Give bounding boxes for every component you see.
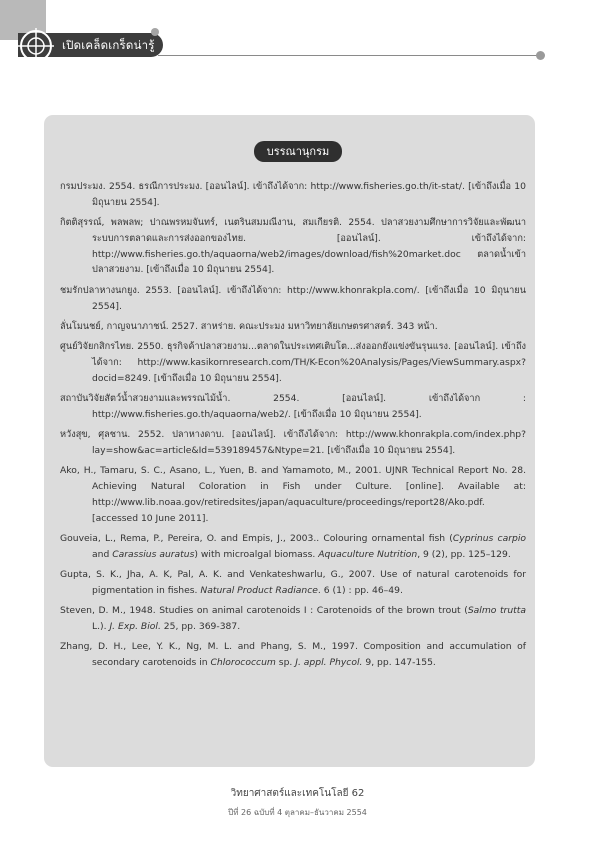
reference-item: ชมรักปลาหางนกยูง. 2553. [ออนไลน์]. เข้าถึงได้จาก: http://www.khonrakpla.com/. [เข้าถึงเมื่อ 10 มิถุนายน 2554]. bbox=[60, 284, 526, 312]
reference-item: Gupta, S. K., Jha, A. K, Pal, A. K. and Venkateshwarlu, G., 2007. Use of natural carotenoids for pigmentation in fishes. Natural Product Radiance. 6 (1) : pp. 46–49. bbox=[60, 569, 526, 596]
reference-item: ศูนย์วิจัยกสิกรไทย. 2550. ธุรกิจค้าปลาสวยงาม...ตลาดในประเทศเติบโต...ส่งออกยังแข่งขันรุนแรง. [ออนไลน์]. เข้าถึงได้จาก: http://www.kasikornresearch.com/TH/K-Econ%20Analysis/Pages/ViewSummary.aspx?docid=8249. [เข้าถึงเมื่อ 10 มิถุนายน 2554]. bbox=[60, 341, 526, 384]
reference-list bbox=[60, 179, 526, 675]
reference-item: Steven, D. M., 1948. Studies on animal carotenoids I : Carotenoids of the brown trout (Salmo trutta L.). J. Exp. Biol. 25, pp. 369-387. bbox=[60, 605, 526, 632]
section-title: เปิดเคล็ดเกร็ดน่ารู้ bbox=[62, 38, 155, 52]
reference-item: ลั่นโมนชย์, กาญจนาภาชน์. 2527. สาหร่าย. คณะประมง มหาวิทยาลัยเกษตรศาสตร์. 343 หน้า. bbox=[60, 320, 438, 332]
reference-item: หวังสุข, ศุลชาน. 2552. ปลาหางดาบ. [ออนไลน์]. เข้าถึงได้จาก: http://www.khonrakpla.com/index.php?lay=show&ac=article&Id=539189457&Ntype=21. [เข้าถึงเมื่อ 10 มิถุนายน 2554]. bbox=[60, 429, 526, 456]
header-divider bbox=[158, 55, 538, 56]
reference-item: กิตติสุรรณ์, พลพลพ; ปาณพรหมจันทร์, เนตรินสมมณีงาน, สมเกียรติ. 2554. ปลาสวยงามศึกษาการวิจัยและพัฒนาระบบการตลาดและการส่งออกของไทย. [ออนไลน์]. เข้าถึงได้จาก: http://www.fisheries.go.th/aquaorna/web2/images/download/fish%20market.doc ตลาดน้ำเข้าปลาสวยงาม. [เข้าถึงเมื่อ 10 มิถุนายน 2554]. bbox=[60, 217, 526, 276]
reference-item: Ako, H., Tamaru, S. C., Asano, L., Yuen, B. and Yamamoto, M., 2001. UJNR Technical Report No. 28. Achieving Natural Coloration in Fish under Culture. [online]. Available at: http://www.lib.noaa.gov/retiredsites/japan/aquaculture/proceedings/report28/Ako.pdf. [accessed 10 June 2011]. bbox=[60, 465, 526, 524]
magazine-title: วิทยาศาสตร์และเทคโนโลยี 62 bbox=[230, 788, 365, 799]
header-dot-icon bbox=[151, 28, 159, 36]
issue-info: ปีที่ 26 ฉบับที่ 4 ตุลาคม–ธันวาคม 2554 bbox=[228, 808, 367, 817]
target-logo-icon bbox=[17, 27, 55, 65]
reference-item: Zhang, D. H., Lee, Y. K., Ng, M. L. and Phang, S. M., 1997. Composition and accumulation of secondary carotenoids in Chlorococcum sp. J. appl. Phycol. 9, pp. 147-155. bbox=[60, 641, 526, 669]
divider-end-dot-icon bbox=[536, 51, 545, 60]
bibliography-heading: บรรณานุกรม bbox=[254, 141, 342, 162]
reference-item: กรมประมง. 2554. ธรณีการประมง. [ออนไลน์]. เข้าถึงได้จาก: http://www.fisheries.go.th/it-stat/. [เข้าถึงเมื่อ 10 มิถุนายน 2554]. bbox=[60, 181, 526, 208]
reference-item: สถาบันวิจัยสัตว์น้ำสวยงามและพรรณไม้น้ำ. 2554. [ออนไลน์]. เข้าถึงได้จาก : http://www.fisheries.go.th/aquaorna/web2/. [เข้าถึงเมื่อ 10 มิถุนายน 2554]. bbox=[60, 393, 526, 420]
reference-item: Gouveia, L., Rema, P., Pereira, O. and Empis, J., 2003.. Colouring ornamental fish (Cyprinus carpio and Carassius auratus) with microalgal biomass. Aquaculture Nutrition, 9 (2), pp. 125–129. bbox=[60, 532, 526, 560]
